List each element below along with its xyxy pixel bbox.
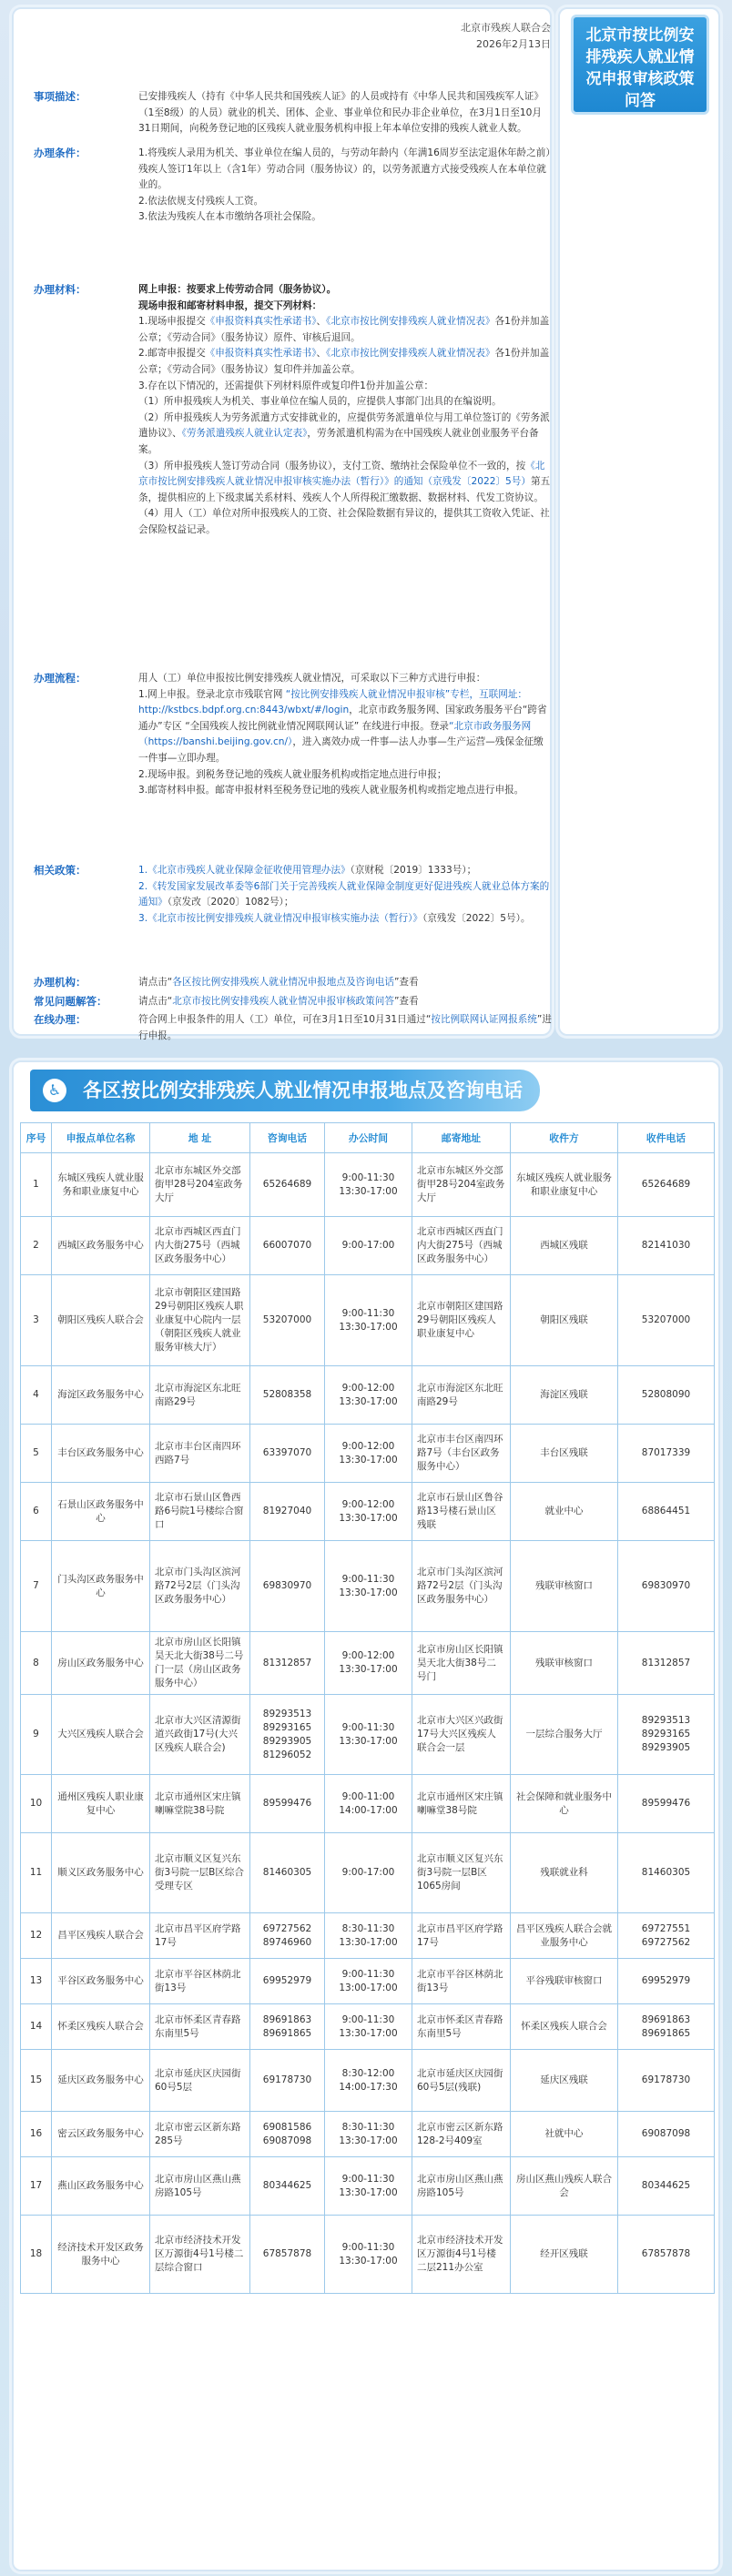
table-cell: 北京市房山区燕山燕房路105号 bbox=[150, 2157, 250, 2216]
table-cell: 延庆区残联 bbox=[511, 2050, 618, 2112]
table-cell: 北京市怀柔区青春路东南里5号 bbox=[150, 2004, 250, 2050]
online-title: 网上申报：按要求上传劳动合同（服务协议）。 bbox=[138, 284, 337, 295]
table-cell: 朝阳区残疾人联合会 bbox=[52, 1275, 150, 1366]
table-cell: 9:00-11:30 13:30-17:00 bbox=[325, 1541, 412, 1632]
table-cell: 69830970 bbox=[250, 1541, 325, 1632]
table-cell: 海淀区政务服务中心 bbox=[52, 1366, 150, 1425]
column-header: 申报点单位名称 bbox=[52, 1123, 150, 1153]
table-cell: 69178730 bbox=[618, 2050, 715, 2112]
link-employment-form-2[interactable]: 《北京市按比例安排残疾人就业情况表》 bbox=[326, 348, 495, 360]
material-item: 3.存在以下情况的，还需提供下列材料原件或复印件1份并加盖公章： bbox=[138, 380, 434, 391]
table-cell: 燕山区政务服务中心 bbox=[52, 2157, 150, 2216]
table-cell: 昌平区残疾人联合会就业服务中心 bbox=[511, 1913, 618, 1959]
table-cell: 10 bbox=[21, 1775, 52, 1833]
table-cell: 52808358 bbox=[250, 1366, 325, 1425]
table-title: 各区按比例安排残疾人就业情况申报地点及咨询电话 bbox=[83, 1080, 523, 1101]
table-cell: 89599476 bbox=[250, 1775, 325, 1833]
side-card bbox=[558, 7, 720, 1036]
table-cell: 9:00-11:30 13:30-17:00 bbox=[325, 2157, 412, 2216]
column-header: 邮寄地址 bbox=[412, 1123, 511, 1153]
section-label: 常见问题解答： bbox=[34, 995, 107, 1008]
table-row bbox=[21, 2112, 715, 2157]
table-cell: 经济技术开发区政务服务中心 bbox=[52, 2216, 150, 2294]
table-cell: 经开区残联 bbox=[511, 2216, 618, 2294]
table-cell: 延庆区政务服务中心 bbox=[52, 2050, 150, 2112]
section-online bbox=[34, 1012, 553, 1044]
column-header: 收件电话 bbox=[618, 1123, 715, 1153]
table-cell: 丰台区残联 bbox=[511, 1425, 618, 1483]
text: 2.邮寄申报提交 bbox=[138, 348, 206, 360]
table-cell: 北京市昌平区府学路17号 bbox=[412, 1913, 511, 1959]
text: 、 bbox=[316, 348, 327, 360]
table-cell: 怀柔区残疾人联合会 bbox=[52, 2004, 150, 2050]
table-cell: 北京市丰台区南四环西路7号 bbox=[150, 1425, 250, 1483]
column-header: 地 址 bbox=[150, 1123, 250, 1153]
table-cell: 9:00-11:30 13:30-17:00 bbox=[325, 1153, 412, 1217]
table-cell: 82141030 bbox=[618, 1217, 715, 1275]
table-cell: 13 bbox=[21, 1959, 52, 2004]
text: （京残发〔2022〕5号）。 bbox=[422, 912, 531, 924]
material-item: （1）所申报残疾人为机关、事业单位在编人员的，应提供人事部门出具的在编说明。 bbox=[138, 396, 502, 408]
table-cell: 69952979 bbox=[250, 1959, 325, 2004]
header-meta bbox=[396, 20, 551, 53]
table-row bbox=[21, 1425, 715, 1483]
table-row bbox=[21, 2157, 715, 2216]
table-cell: 北京市密云区新东路128-2号409室 bbox=[412, 2112, 511, 2157]
table-cell: 石景山区政务服务中心 bbox=[52, 1483, 150, 1541]
table-cell: 67857878 bbox=[618, 2216, 715, 2294]
table-cell: 14 bbox=[21, 2004, 52, 2050]
table-cell: 社会保障和就业服务中心 bbox=[511, 1775, 618, 1833]
table-cell: 东城区残疾人就业服务和职业康复中心 bbox=[52, 1153, 150, 1217]
table-cell: 北京市丰台区南四环路7号（丰台区政务服务中心） bbox=[412, 1425, 511, 1483]
table-cell: 89691863 89691865 bbox=[250, 2004, 325, 2050]
link-faq[interactable]: 北京市按比例安排残疾人就业情况申报审核政策问答 bbox=[172, 996, 394, 1007]
org-name: 北京市残疾人联合会 bbox=[461, 22, 551, 34]
table-cell: 89293513 89293165 89293905 81296052 bbox=[250, 1695, 325, 1775]
section-description bbox=[34, 89, 553, 137]
link-gov-service[interactable]: “北京市政务服务网（https://banshi.beijing.gov.cn/） bbox=[138, 720, 532, 748]
table-cell: 9:00-11:00 14:00-17:00 bbox=[325, 1775, 412, 1833]
table-row bbox=[21, 1153, 715, 1217]
condition-item: 2.依法依规支付残疾人工资。 bbox=[138, 195, 264, 207]
text: （京发改〔2020〕1082号）； bbox=[167, 897, 294, 908]
table-cell: 69952979 bbox=[618, 1959, 715, 2004]
table-cell: 81460305 bbox=[618, 1833, 715, 1913]
table-cell: 9:00-12:00 13:30-17:00 bbox=[325, 1632, 412, 1695]
table-cell: 12 bbox=[21, 1913, 52, 1959]
link-online-system[interactable]: “按比例安排残疾人就业情况申报审核”专栏，互联网址：http://kstbcs.bdpf.org.cn:8443/wbxt/#/login bbox=[138, 688, 528, 716]
table-row bbox=[21, 1695, 715, 1775]
table-cell: 6 bbox=[21, 1483, 52, 1541]
table-cell: 北京市经济技术开发区万源街4号1号楼二层211办公室 bbox=[412, 2216, 511, 2294]
table-cell: 昌平区残疾人联合会 bbox=[52, 1913, 150, 1959]
table-row bbox=[21, 1541, 715, 1632]
text: 符合网上申报条件的用人（工）单位，可在3月1日至10月31日通过“ bbox=[138, 1014, 432, 1025]
section-process bbox=[34, 671, 553, 799]
table-cell: 北京市密云区新东路285号 bbox=[150, 2112, 250, 2157]
section-label: 相关政策： bbox=[34, 864, 86, 877]
link-policy-1[interactable]: 1.《北京市残疾人就业保障金征收使用管理办法》 bbox=[138, 865, 351, 876]
table-cell: 北京市昌平区府学路17号 bbox=[150, 1913, 250, 1959]
table-cell: 丰台区政务服务中心 bbox=[52, 1425, 150, 1483]
section-label: 事项描述： bbox=[34, 90, 86, 103]
table-cell: 北京市石景山区鲁谷路13号楼石景山区残联 bbox=[412, 1483, 511, 1541]
table-cell: 北京市怀柔区青春路东南里5号 bbox=[412, 2004, 511, 2050]
table-cell: 平谷区政务服务中心 bbox=[52, 1959, 150, 2004]
process-item: 3.邮寄材料申报。邮寄申报材料至税务登记地的残疾人就业服务机构或指定地点进行申报。 bbox=[138, 785, 524, 796]
table-cell: 80344625 bbox=[618, 2157, 715, 2216]
table-cell: 16 bbox=[21, 2112, 52, 2157]
offline-title: 现场申报和邮寄材料申报，提交下列材料： bbox=[138, 299, 322, 311]
table-row bbox=[21, 1959, 715, 2004]
link-promise-doc-2[interactable]: 《申报资料真实性承诺书》 bbox=[205, 348, 317, 360]
text: （2）所申报残疾人为劳务派遣方式安排就业的，应提供劳务派遣单位与用工单位签订的《劳务派遣协议》、 bbox=[138, 411, 550, 440]
table-cell: 残联就业科 bbox=[511, 1833, 618, 1913]
table-cell: 9:00-12:00 13:30-17:00 bbox=[325, 1366, 412, 1425]
text: 各1份并加盖公章；《劳动合同》（服务协议）原件、审核后退回。 bbox=[138, 316, 550, 343]
text: ，劳务派遣机构需为在中国残疾人就业创业服务平台备案。 bbox=[138, 428, 539, 455]
text: ，北京市政务服务网、国家政务服务平台“跨省通办”专区 “全国残疾人按比例就业情况网联网认证” 在线进行申报。登录 bbox=[138, 705, 547, 732]
column-header: 序号 bbox=[21, 1123, 52, 1153]
text: （3）所申报残疾人签订劳动合同（服务协议），支付工资、缴纳社会保险单位不一致的，按 bbox=[138, 460, 526, 472]
table-cell: 8 bbox=[21, 1632, 52, 1695]
link-implementation-notice[interactable]: 《北京市按比例安排残疾人就业情况申报审核实施办法（暂行）》的通知（京残发〔2022〕5号） bbox=[138, 460, 545, 488]
link-policy-3[interactable]: 3.《北京市按比例安排残疾人就业情况申报审核实施办法（暂行）》 bbox=[138, 912, 423, 924]
table-cell: 北京市海淀区东北旺南路29号 bbox=[150, 1366, 250, 1425]
table-cell: 81460305 bbox=[250, 1833, 325, 1913]
table-cell: 大兴区残疾人联合会 bbox=[52, 1695, 150, 1775]
table-cell: 房山区燕山残疾人联合会 bbox=[511, 2157, 618, 2216]
table-cell: 顺义区政务服务中心 bbox=[52, 1833, 150, 1913]
table-title-banner bbox=[30, 1070, 540, 1111]
table-cell: 北京市西城区西直门内大街275号（西城区政务服务中心） bbox=[412, 1217, 511, 1275]
table-cell: 4 bbox=[21, 1366, 52, 1425]
table-cell: 北京市西城区西直门内大街275号（西城区政务服务中心） bbox=[150, 1217, 250, 1275]
material-item: （4）用人（工）单位对所申报残疾人的工资、社会保险数据有异议的，提供其工资收入凭证、社会保险权益记录。 bbox=[138, 508, 550, 535]
table-cell: 9 bbox=[21, 1695, 52, 1775]
text: ，进入离效办成一件事—法人办事—生产运营—残保金征缴一件事—立即办理。 bbox=[138, 736, 544, 764]
table-cell: 北京市延庆区庆园街60号5层 bbox=[150, 2050, 250, 2112]
text: 请点击“ bbox=[138, 977, 173, 988]
table-cell: 北京市房山区长阳镇昊天北大街38号二号门 bbox=[412, 1632, 511, 1695]
table-cell: 9:00-12:00 13:30-17:00 bbox=[325, 1425, 412, 1483]
table-cell: 北京市石景山区鲁西路6号院1号楼综合窗口 bbox=[150, 1483, 250, 1541]
column-header: 咨询电话 bbox=[250, 1123, 325, 1153]
section-policy bbox=[34, 863, 553, 927]
section-label: 办理材料： bbox=[34, 283, 86, 296]
table-cell: 9:00-11:30 13:30-17:00 bbox=[325, 1695, 412, 1775]
table-cell: 北京市大兴区兴政街17号大兴区残疾人联合会一层 bbox=[412, 1695, 511, 1775]
table-cell: 9:00-17:00 bbox=[325, 1217, 412, 1275]
table-cell: 北京市门头沟区滨河路72号2层（门头沟区政务服务中心） bbox=[412, 1541, 511, 1632]
table-cell: 房山区政务服务中心 bbox=[52, 1632, 150, 1695]
text: 第五条，提供相应的上下级隶属关系材料、残疾人个人所得税汇缴数据、数据材料、代发工资协议。 bbox=[138, 476, 551, 503]
table-cell: 66007070 bbox=[250, 1217, 325, 1275]
table-cell: 北京市顺义区复兴东街3号院一层B区综合受理专区 bbox=[150, 1833, 250, 1913]
table-cell: 9:00-11:30 13:30-17:00 bbox=[325, 2216, 412, 2294]
table-header-row bbox=[21, 1123, 715, 1153]
table-row bbox=[21, 2050, 715, 2112]
table-cell: 53207000 bbox=[618, 1275, 715, 1366]
table-cell: 52808090 bbox=[618, 1366, 715, 1425]
table-cell: 就业中心 bbox=[511, 1483, 618, 1541]
table-cell: 北京市朝阳区建国路29号朝阳区残疾人职业康复中心院内一层（朝阳区残疾人就业服务审核大厅） bbox=[150, 1275, 250, 1366]
table-card bbox=[12, 1060, 720, 2571]
table-cell: 8:30-11:30 13:30-17:00 bbox=[325, 2112, 412, 2157]
table-cell: 9:00-11:30 13:30-17:00 bbox=[325, 1275, 412, 1366]
table-cell: 海淀区残联 bbox=[511, 1366, 618, 1425]
table-cell: 3 bbox=[21, 1275, 52, 1366]
table-cell: 9:00-12:00 13:30-17:00 bbox=[325, 1483, 412, 1541]
table-cell: 北京市平谷区林荫北街13号 bbox=[412, 1959, 511, 2004]
table-cell: 北京市东城区外交部街甲28号204室政务大厅 bbox=[150, 1153, 250, 1217]
condition-item: 3.依法为残疾人在本市缴纳各项社会保险。 bbox=[138, 211, 321, 223]
table-cell: 北京市经济技术开发区万源街4号1号楼二层综合窗口 bbox=[150, 2216, 250, 2294]
table-cell: 北京市房山区燕山燕房路105号 bbox=[412, 2157, 511, 2216]
table-cell: 87017339 bbox=[618, 1425, 715, 1483]
table-row bbox=[21, 1913, 715, 1959]
table-row bbox=[21, 1833, 715, 1913]
table-row bbox=[21, 1775, 715, 1833]
table-cell: 69727551 69727562 bbox=[618, 1913, 715, 1959]
table-cell: 残联审核窗口 bbox=[511, 1632, 618, 1695]
table-cell: 18 bbox=[21, 2216, 52, 2294]
table-cell: 81312857 bbox=[250, 1632, 325, 1695]
contact-table bbox=[20, 1122, 715, 2294]
condition-item: 1.将残疾人录用为机关、事业单位在编人员的，与劳动年龄内（年满16周岁至法定退休年龄之前）残疾人签订1年以上（含1年）劳动合同（服务协议）的，以劳务派遣方式接受残疾人在本单位就业的。 bbox=[138, 147, 551, 191]
table-cell: 69087098 bbox=[618, 2112, 715, 2157]
text: 1.网上申报。登录北京市残联官网 bbox=[138, 688, 286, 700]
table-cell: 密云区政务服务中心 bbox=[52, 2112, 150, 2157]
table-cell: 8:30-12:00 14:00-17:30 bbox=[325, 2050, 412, 2112]
table-cell: 北京市东城区外交部街甲28号204室政务大厅 bbox=[412, 1153, 511, 1217]
table-cell: 1 bbox=[21, 1153, 52, 1217]
table-cell: 89691863 89691865 bbox=[618, 2004, 715, 2050]
table-cell: 69830970 bbox=[618, 1541, 715, 1632]
table-cell: 门头沟区政务服务中心 bbox=[52, 1541, 150, 1632]
table-row bbox=[21, 2004, 715, 2050]
publish-date: 2026年2月13日 bbox=[476, 38, 551, 50]
table-cell: 残联审核窗口 bbox=[511, 1541, 618, 1632]
table-cell: 69727562 89746960 bbox=[250, 1913, 325, 1959]
column-header: 办公时间 bbox=[325, 1123, 412, 1153]
table-cell: 北京市通州区宋庄镇喇嘛堂院38号院 bbox=[150, 1775, 250, 1833]
table-cell: 81312857 bbox=[618, 1632, 715, 1695]
column-header: 收件方 bbox=[511, 1123, 618, 1153]
table-row bbox=[21, 1275, 715, 1366]
table-cell: 9:00-11:30 13:30-17:00 bbox=[325, 2004, 412, 2050]
text: 请点击“ bbox=[138, 996, 173, 1007]
link-dispatch-form[interactable]: 《劳务派遣残疾人就业认定表》 bbox=[181, 428, 308, 440]
table-cell: 北京市延庆区庆园街60号5层(残联) bbox=[412, 2050, 511, 2112]
table-cell: 东城区残疾人就业服务和职业康复中心 bbox=[511, 1153, 618, 1217]
table-cell: 北京市房山区长阳镇昊天北大街38号二号门一层（房山区政务服务中心） bbox=[150, 1632, 250, 1695]
table-cell: 社就中心 bbox=[511, 2112, 618, 2157]
table-cell: 5 bbox=[21, 1425, 52, 1483]
table-row bbox=[21, 1217, 715, 1275]
table-cell: 69178730 bbox=[250, 2050, 325, 2112]
link-employment-form[interactable]: 《北京市按比例安排残疾人就业情况表》 bbox=[326, 316, 495, 328]
table-cell: 89293513 89293165 89293905 bbox=[618, 1695, 715, 1775]
table-cell: 81927040 bbox=[250, 1483, 325, 1541]
table-cell: 67857878 bbox=[250, 2216, 325, 2294]
table-cell: 11 bbox=[21, 1833, 52, 1913]
info-card bbox=[12, 7, 552, 1041]
link-promise-doc[interactable]: 《申报资料真实性承诺书》 bbox=[205, 316, 317, 328]
table-row bbox=[21, 1483, 715, 1541]
section-label: 在线办理： bbox=[34, 1013, 86, 1026]
table-cell: 65264689 bbox=[250, 1153, 325, 1217]
table-cell: 53207000 bbox=[250, 1275, 325, 1366]
table-cell: 15 bbox=[21, 2050, 52, 2112]
link-online-report[interactable]: 按比例联网认证网报系统 bbox=[431, 1014, 537, 1025]
table-cell: 西城区残联 bbox=[511, 1217, 618, 1275]
table-cell: 63397070 bbox=[250, 1425, 325, 1483]
table-cell: 西城区政务服务中心 bbox=[52, 1217, 150, 1275]
table-cell: 9:00-17:00 bbox=[325, 1833, 412, 1913]
section-body: 已安排残疾人（持有《中华人民共和国残疾人证》的人员或持有《中华人民共和国残疾军人证》（1至8级）的人员）就业的机关、团体、企业、事业单位和民办非企业单位，在3月1日至10月31日期间，向税务登记地的区残疾人就业服务机构申报上年本单位安排的残疾人就业人数。 bbox=[138, 91, 544, 135]
text: （京财税〔2019〕1333号）； bbox=[350, 865, 477, 876]
link-agency-list[interactable]: 各区按比例安排残疾人就业情况申报地点及咨询电话 bbox=[172, 977, 394, 988]
section-materials bbox=[34, 282, 553, 539]
section-label: 办理流程： bbox=[34, 672, 86, 685]
text: ”进行申报。 bbox=[138, 1014, 552, 1041]
section-faq bbox=[34, 994, 553, 1010]
section-label: 办理机构： bbox=[34, 976, 86, 989]
wheelchair-icon: ♿ bbox=[43, 1079, 66, 1102]
table-cell: 一层综合服务大厅 bbox=[511, 1695, 618, 1775]
table-row bbox=[21, 1632, 715, 1695]
table-cell: 北京市顺义区复兴东街3号院一层B区1065房间 bbox=[412, 1833, 511, 1913]
text: ”查看 bbox=[393, 977, 419, 988]
table-cell: 北京市通州区宋庄镇喇嘛堂38号院 bbox=[412, 1775, 511, 1833]
table-body bbox=[21, 1153, 715, 2294]
table-cell: 89599476 bbox=[618, 1775, 715, 1833]
table-cell: 北京市朝阳区建国路29号朝阳区残疾人职业康复中心 bbox=[412, 1275, 511, 1366]
table-cell: 通州区残疾人职业康复中心 bbox=[52, 1775, 150, 1833]
process-item: 2.现场申报。到税务登记地的残疾人就业服务机构或指定地点进行申报； bbox=[138, 768, 447, 780]
table-cell: 9:00-11:30 13:00-17:00 bbox=[325, 1959, 412, 2004]
table-cell: 平谷残联审核窗口 bbox=[511, 1959, 618, 2004]
section-conditions bbox=[34, 146, 553, 226]
table-cell: 65264689 bbox=[618, 1153, 715, 1217]
table-cell: 69081586 69087098 bbox=[250, 2112, 325, 2157]
process-intro: 用人（工）单位申报按比例安排残疾人就业情况，可采取以下三种方式进行申报： bbox=[138, 673, 486, 684]
table-cell: 北京市大兴区清源街道兴政街17号(大兴区残疾人联合会) bbox=[150, 1695, 250, 1775]
table-cell: 7 bbox=[21, 1541, 52, 1632]
faq-banner-link[interactable]: 北京市按比例安排残疾人就业情况申报审核政策问答 bbox=[571, 15, 709, 115]
table-cell: 80344625 bbox=[250, 2157, 325, 2216]
table-cell: 8:30-11:30 13:30-17:00 bbox=[325, 1913, 412, 1959]
table-row bbox=[21, 2216, 715, 2294]
text: 1.现场申报提交 bbox=[138, 316, 206, 328]
table-cell: 2 bbox=[21, 1217, 52, 1275]
table-cell: 17 bbox=[21, 2157, 52, 2216]
table-row bbox=[21, 1366, 715, 1425]
table-cell: 北京市门头沟区滨河路72号2层（门头沟区政务服务中心） bbox=[150, 1541, 250, 1632]
table-cell: 北京市平谷区林荫北街13号 bbox=[150, 1959, 250, 2004]
table-cell: 朝阳区残联 bbox=[511, 1275, 618, 1366]
text: 、 bbox=[316, 316, 327, 328]
link-policy-2[interactable]: 2.《转发国家发展改革委等6部门关于完善残疾人就业保障金制度更好促进残疾人就业总体方案的通知》 bbox=[138, 880, 550, 908]
text: ”查看 bbox=[393, 996, 419, 1007]
section-label: 办理条件： bbox=[34, 147, 86, 159]
table-cell: 68864451 bbox=[618, 1483, 715, 1541]
text: 各1份并加盖公章；《劳动合同》（服务协议）复印件并加盖公章。 bbox=[138, 348, 550, 375]
table-cell: 北京市海淀区东北旺南路29号 bbox=[412, 1366, 511, 1425]
table-cell: 怀柔区残疾人联合会 bbox=[511, 2004, 618, 2050]
section-agency bbox=[34, 975, 553, 991]
